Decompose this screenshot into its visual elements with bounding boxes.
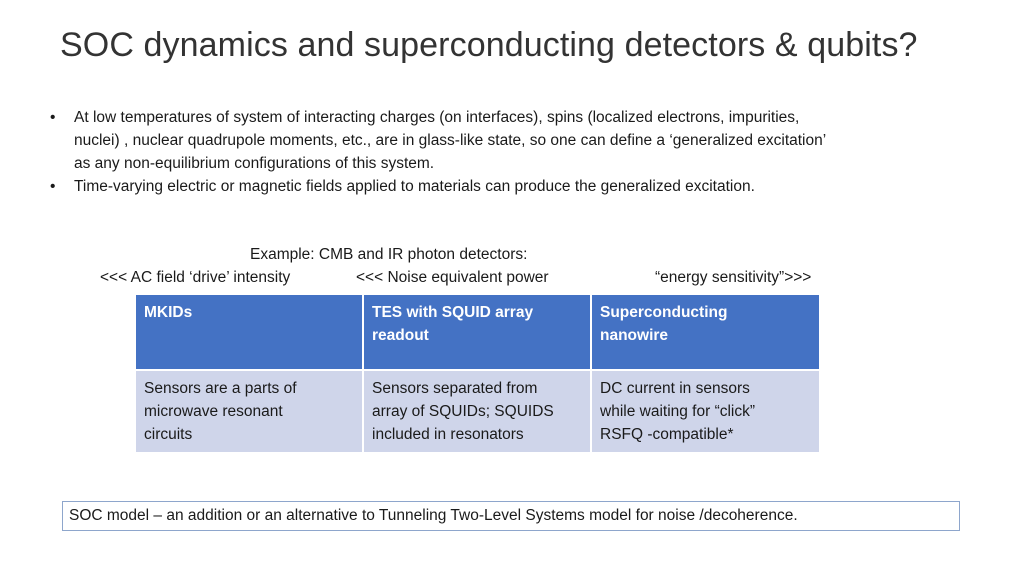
bullet-dot: • [50, 109, 56, 126]
note-text: SOC model – an addition or an alternative to Tunneling Two-Level Systems model for noise /decoherence. [69, 507, 798, 524]
table-cell [591, 370, 820, 453]
cell-line: circuits [144, 426, 193, 443]
bullet-item [48, 106, 948, 175]
header-nanowire [591, 294, 820, 370]
bullet-item [48, 175, 948, 198]
table-header-row [135, 294, 820, 370]
cell-line: included in resonators [372, 426, 524, 443]
bullet-line: nuclei) , nuclear quadrupole moments, etc., are in glass-like state, so one can define a ‘generalized excitation’ [74, 132, 827, 149]
table-cell [135, 370, 363, 453]
cell-line: while waiting for “click” [600, 403, 756, 420]
scale-label-energy: “energy sensitivity”>>> [655, 269, 812, 286]
note-box [62, 501, 960, 531]
detector-table [134, 293, 821, 454]
cell-line: array of SQUIDs; SQUIDS [372, 403, 554, 420]
header-line: readout [372, 327, 429, 344]
bullet-line: as any non-equilibrium configurations of this system. [74, 155, 435, 172]
header-mkids [135, 294, 363, 370]
bullet-list [48, 106, 948, 198]
table-cell [363, 370, 591, 453]
header-line: TES with SQUID array [372, 304, 534, 321]
header-line: Superconducting [600, 304, 728, 321]
bullet-dot: • [50, 178, 56, 195]
bullet-line: Time-varying electric or magnetic fields applied to materials can produce the generalized excitation. [74, 178, 755, 195]
scale-label-noise: <<< Noise equivalent power [356, 269, 549, 286]
example-heading: Example: CMB and IR photon detectors: [250, 246, 528, 263]
header-line: MKIDs [144, 304, 193, 321]
slide-title: SOC dynamics and superconducting detectors & qubits? [60, 26, 918, 64]
scale-label-drive: <<< AC field ‘drive’ intensity [100, 269, 291, 286]
header-line: nanowire [600, 327, 669, 344]
bullet-line: At low temperatures of system of interacting charges (on interfaces), spins (localized electrons, impurities, [74, 109, 800, 126]
cell-line: RSFQ -compatible* [600, 426, 734, 443]
table-row [135, 370, 820, 453]
cell-line: DC current in sensors [600, 380, 750, 397]
cell-line: Sensors separated from [372, 380, 538, 397]
header-tes [363, 294, 591, 370]
cell-line: microwave resonant [144, 403, 283, 420]
cell-line: Sensors are a parts of [144, 380, 297, 397]
